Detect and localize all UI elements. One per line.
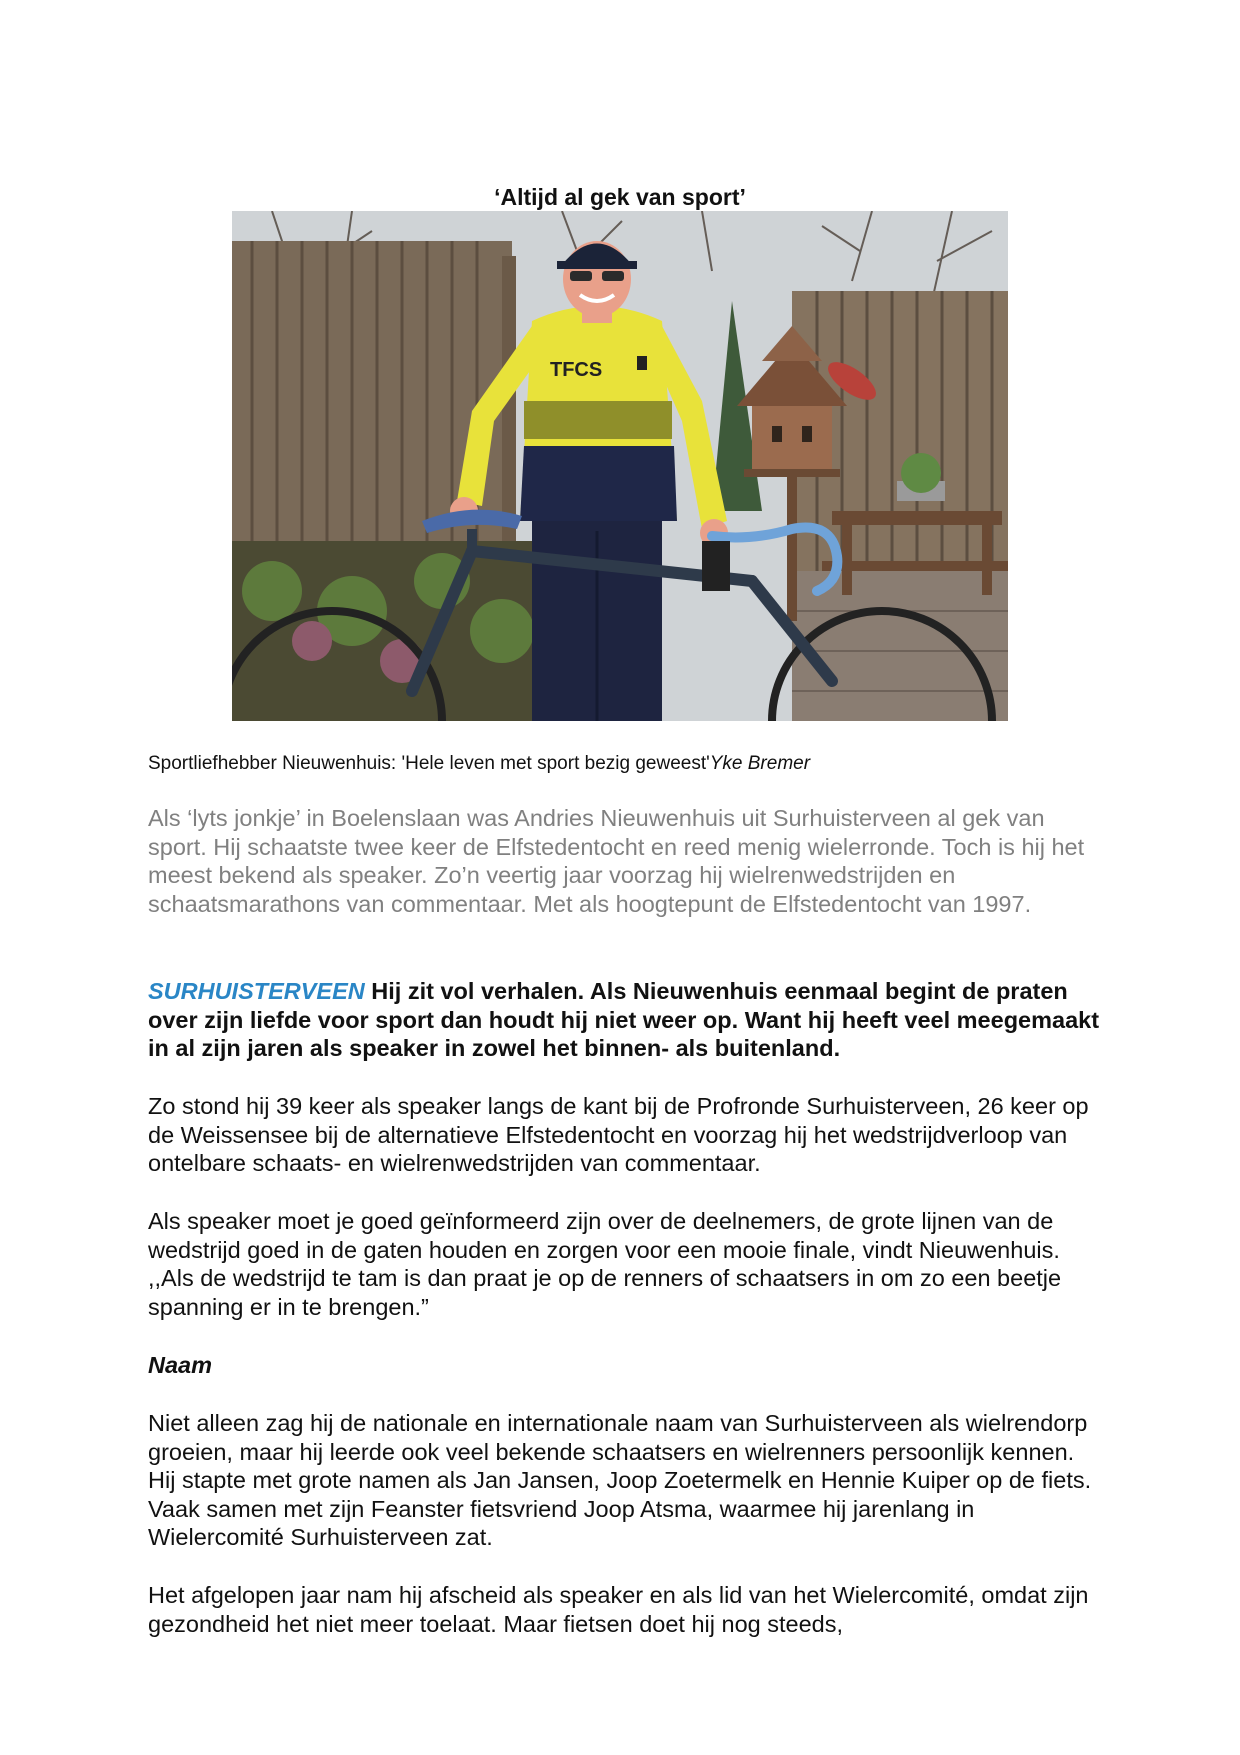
article-title: ‘Altijd al gek van sport’ xyxy=(494,184,746,210)
paragraph-4: Het afgelopen jaar nam hij afscheid als speaker en als lid van het Wielercomité, omdat zijn gezondheid het niet meer toelaat. Maar fietsen doet hij nog steeds, xyxy=(148,1582,1089,1637)
jersey-logo-text: TFCS xyxy=(550,359,603,381)
intro-text: Hij zit vol verhalen. Als Nieuwenhuis eenmaal begint de praten over zijn liefde voor sport dan houdt hij niet weer op. Want hij heeft veel meegemaakt in al zijn jaren als speaker in zowel het binnen- als buitenland. xyxy=(148,978,1100,1062)
dateline: SURHUISTERVEEN xyxy=(148,978,365,1004)
article-intro xyxy=(148,977,1108,1063)
article-lead: Als ‘lyts jonkje’ in Boelenslaan was Andries Nieuwenhuis uit Surhuisterveen al gek van sport. Hij schaatste twee keer de Elfstedentocht en reed menig wielerronde. Toch is hij het meest bekend als speaker. Zo’n veertig jaar voorzag hij wielrenwedstrijden en schaatsmarathons van commentaar. Met als hoogtepunt de Elfstedentocht van 1997. xyxy=(148,805,1085,917)
paragraph-3: Niet alleen zag hij de nationale en internationale naam van Surhuisterveen als wielrendorp groeien, maar hij leerde ook veel bekende schaatsers en wielrenners persoonlijk kennen. Hij stapte met grote namen als Jan Jansen, Joop Zoetermelk en Hennie Kuiper op de fiets. Vaak samen met zijn Feanster fietsvriend Joop Atsma, waarmee hij jarenlang in Wielercomité Surhuisterveen zat. xyxy=(148,1410,1092,1551)
photo-caption xyxy=(148,752,810,776)
article-photo xyxy=(232,211,1008,721)
caption-credit: Yke Bremer xyxy=(709,753,811,774)
caption-text: Sportliefhebber Nieuwenhuis: 'Hele leven met sport bezig geweest' xyxy=(148,753,710,774)
paragraph-1: Zo stond hij 39 keer als speaker langs de kant bij de Profronde Surhuisterveen, 26 keer op de Weissensee bij de alternatieve Elfstedentocht en voorzag hij het wedstrijdverloop van ontelbare schaats- en wielrenwedstrijden van commentaar. xyxy=(148,1093,1089,1177)
paragraph-2: Als speaker moet je goed geïnformeerd zijn over de deelnemers, de grote lijnen van de wedstrijd goed in de gaten houden en zorgen voor een mooie finale, vindt Nieuwenhuis. ,,Als de wedstrijd te tam is dan praat je op de renners of schaatsers in om zo een beetje spanning er in te brengen.” xyxy=(148,1208,1062,1320)
subheading: Naam xyxy=(148,1352,213,1378)
